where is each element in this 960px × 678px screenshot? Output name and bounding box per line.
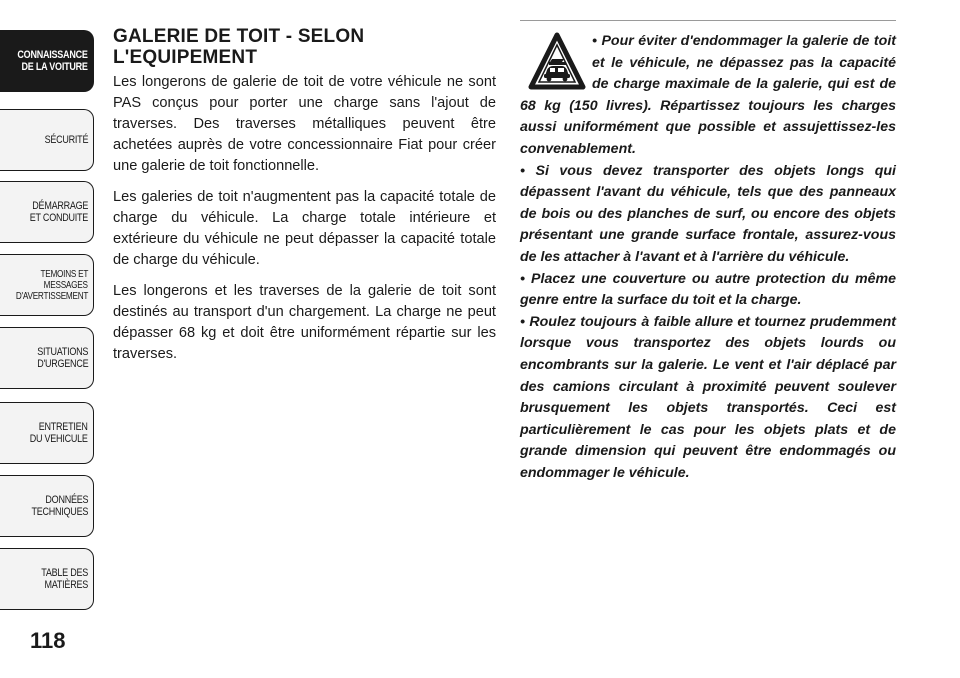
tab-label: SÉCURITÉ: [44, 134, 88, 146]
tab-label: SITUATIONS: [36, 346, 88, 358]
section-title-line: GALERIE DE TOIT - SELON: [113, 26, 365, 47]
tab-label: TEMOINS ET: [40, 268, 88, 280]
tab-label: CONNAISSANCE: [17, 49, 88, 61]
warning-triangle-car-icon: [528, 31, 586, 93]
tab-table-matieres[interactable]: [0, 548, 94, 610]
tab-label: D'URGENCE: [36, 358, 88, 370]
warning-item: • Si vous devez transporter des objets longs qui dépassent l'avant du véhicule, tels que des panneaux de bois ou des planches de surf, ou encore des objets présentant une grande surface frontale, assurez-vous de les attacher à l'avant et à l'arrière du véhicule.: [520, 162, 896, 265]
tab-label: MATIÈRES: [44, 579, 88, 591]
tab-situations-urgence[interactable]: [0, 327, 94, 389]
tab-temoins-messages[interactable]: [0, 254, 94, 316]
warning-item: • Roulez toujours à faible allure et tournez prudemment lorsque vous transportez des objets lourds ou encombrants sur la galerie. Le vent et l'air déplacé par des camions circulant à proximité peuvent soulever brusquement les objets transportés. Ceci est particulièrement le cas pour les objets plats et de grande dimension qui peuvent être endommagés ou endommager le véhicule.: [520, 313, 896, 481]
tab-label: DU VEHICULE: [30, 433, 88, 445]
tab-entretien-vehicule[interactable]: [0, 402, 94, 464]
body-paragraph: Les longerons de galerie de toit de votre véhicule ne sont PAS conçus pour porter une charge sans l'ajout de traverses. Des traverses métalliques peuvent être achetées auprès de votre concessionnaire Fiat pour créer une galerie de toit fonctionnelle.: [113, 74, 496, 174]
tab-label: TABLE DES: [41, 567, 88, 579]
section-galerie-toit: [113, 26, 496, 375]
tab-label: ENTRETIEN: [39, 421, 88, 433]
page-number: 118: [30, 628, 66, 653]
tab-connaissance-voiture[interactable]: [0, 30, 94, 92]
body-paragraph: Les galeries de toit n'augmentent pas la capacité totale de charge du véhicule. La charge totale intérieure et extérieure du véhicule ne peut dépasser la capacité totale de charge du véhicule.: [113, 189, 496, 268]
body-paragraph: Les longerons et les traverses de la galerie de toit sont destinés au transport d'un chargement. La charge ne peut dépasser 68 kg et doit être uniformément répartie sur les traverses.: [113, 283, 496, 362]
section-title-line: L'EQUIPEMENT: [113, 47, 258, 68]
tab-demarrage-conduite[interactable]: [0, 181, 94, 243]
tab-label: TECHNIQUES: [31, 506, 88, 518]
divider: [520, 20, 896, 21]
warning-item: • Placez une couverture ou autre protection du même genre entre la surface du toit et la charge.: [520, 270, 896, 309]
tab-label: DÉMARRAGE: [32, 200, 88, 212]
tab-label: ET CONDUITE: [29, 212, 88, 224]
section-title: [113, 26, 496, 68]
tab-label: DONNÉES: [45, 494, 88, 506]
tab-securite[interactable]: [0, 109, 94, 171]
warning-box: [520, 20, 896, 484]
tab-label: DE LA VOITURE: [21, 61, 88, 73]
tab-label: MESSAGES: [43, 279, 88, 291]
warning-item: • Pour éviter d'endommager la galerie de toit et le véhicule, ne dépassez pas la capacité de charge maximale de la galerie, qui est de 68 kg (150 livres). Répartissez toujours les charges aussi uniformément que possible et assujettissez-les convenablement.: [520, 33, 896, 157]
tab-donnees-techniques[interactable]: [0, 475, 94, 537]
tab-label: D'AVERTISSEMENT: [15, 290, 88, 302]
